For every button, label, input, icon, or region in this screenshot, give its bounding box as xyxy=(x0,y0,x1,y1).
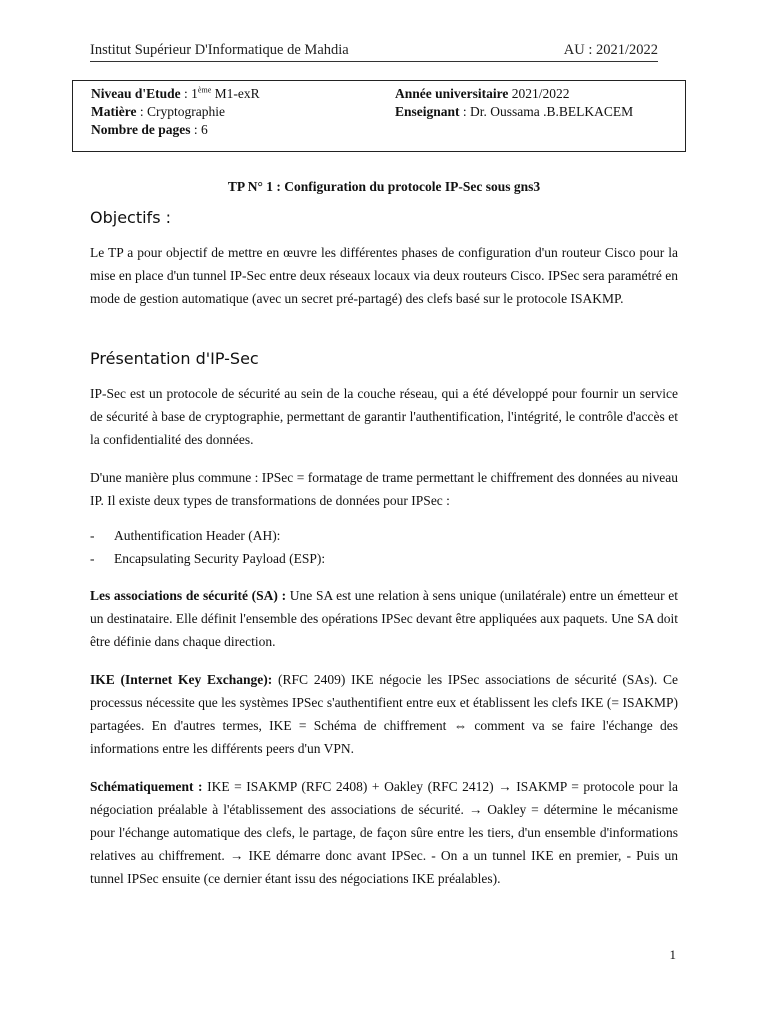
year-label: Année universitaire xyxy=(395,86,509,101)
level-sup: ème xyxy=(197,85,212,95)
sa-text: Une SA est une relation à sens unique (unilatérale) entre un émetteur et un destinataire. Elle définit l'ensemble des opérations IPSec devant être appliquées aux paquets. Une SA doit être définie dans chaque direction. xyxy=(90,588,678,649)
page-header xyxy=(90,42,658,62)
ike-text: (RFC 2409) IKE négocie les IPSec associations de sécurité (SAs). Ce processus nécessite que les systèmes IPSec s'authentifient entre eux et établissent les clefs IKE (= ISAKMP) partagées. En d'autres termes, IKE = Schéma de chiffrement ⇔ comment va se faire l'échange des informations entre les différents peers d'un VPN. xyxy=(90,672,678,756)
bullet-dash: - xyxy=(90,528,95,543)
bullet-text: Authentification Header (AH): xyxy=(114,528,281,543)
institute-name: Institut Supérieur D'Informatique de Mahdia xyxy=(90,42,349,58)
subject-row xyxy=(91,103,260,121)
pages-value: 6 xyxy=(201,122,208,137)
section-title-presentation: Présentation d'IP-Sec xyxy=(90,349,259,368)
info-right-column xyxy=(395,85,633,121)
pages-label: Nombre de pages xyxy=(91,122,191,137)
bullet-text: Encapsulating Security Payload (ESP): xyxy=(114,551,326,566)
paragraph-sa xyxy=(90,584,678,653)
level-num: 1 xyxy=(191,86,198,101)
schema-label: Schématiquement : xyxy=(90,779,203,794)
subject-value: Cryptographie xyxy=(147,104,225,119)
level-row xyxy=(91,85,260,103)
page-number: 1 xyxy=(669,947,676,962)
year-value: 2021/2022 xyxy=(511,86,570,101)
tp-title: TP N° 1 : Configuration du protocole IP-Sec sous gns3 xyxy=(227,179,541,194)
teacher-value: Dr. Oussama .B.BELKACEM xyxy=(470,104,634,119)
bullet-item xyxy=(90,524,280,547)
schema-text: IKE = ISAKMP (RFC 2408) + Oakley (RFC 2412) → ISAKMP = protocole pour la négociation préalable à l'établissement des associations de sécurité. → Oakley = détermine le mécanisme pour l'échange automatique des clefs, le partage, de façon sûre entre les tiers, d'un ensemble d'informations relatives au chiffrement. → IKE démarre donc avant IPSec. - On a un tunnel IKE en premier, - Puis un tunnel IPSec ensuite (ce dernier étant issu des négociations IKE préalables). xyxy=(90,779,678,886)
pages-row xyxy=(91,121,260,139)
paragraph-transform: D'une manière plus commune : IPSec = formatage de trame permettant le chiffrement des données au niveau IP. Il existe deux types de transformations de données pour IPSec : xyxy=(90,470,678,508)
paragraph-objectifs: Le TP a pour objectif de mettre en œuvre les différentes phases de configuration d'un routeur Cisco pour la mise en place d'un tunnel IP-Sec entre deux réseaux locaux via deux routeurs Cisco. IPSec sera paramétré en mode de gestion automatique (avec un secret pré-partagé) des clefs basé sur le protocole ISAKMP. xyxy=(90,245,678,306)
bullet-item xyxy=(90,547,325,570)
teacher-row xyxy=(395,103,633,121)
paragraph-ike xyxy=(90,668,678,760)
info-left-column xyxy=(91,85,260,139)
separator: : xyxy=(180,86,192,101)
section-title-objectifs: Objectifs : xyxy=(90,208,171,227)
ike-label: IKE (Internet Key Exchange): xyxy=(90,672,273,687)
paragraph-intro: IP-Sec est un protocole de sécurité au sein de la couche réseau, qui a été développé pour fournir un service de sécurité à base de cryptographie, permettant de garantir l'authentification, l'intégrité, le contrôle d'accès et la confidentialité des données. xyxy=(90,386,678,447)
year-row xyxy=(395,85,633,103)
sa-label: Les associations de sécurité (SA) : xyxy=(90,588,287,603)
academic-year: AU : 2021/2022 xyxy=(563,42,658,58)
bullet-dash: - xyxy=(90,551,95,566)
paragraph-schema xyxy=(90,775,678,890)
level-label: Niveau d'Etude xyxy=(91,86,181,101)
separator: : xyxy=(136,104,147,119)
teacher-label: Enseignant xyxy=(395,104,460,119)
separator: : xyxy=(459,104,471,119)
level-rest: M1-exR xyxy=(211,86,260,101)
separator: : xyxy=(190,122,202,137)
course-info-box xyxy=(72,80,686,152)
subject-label: Matière xyxy=(91,104,137,119)
